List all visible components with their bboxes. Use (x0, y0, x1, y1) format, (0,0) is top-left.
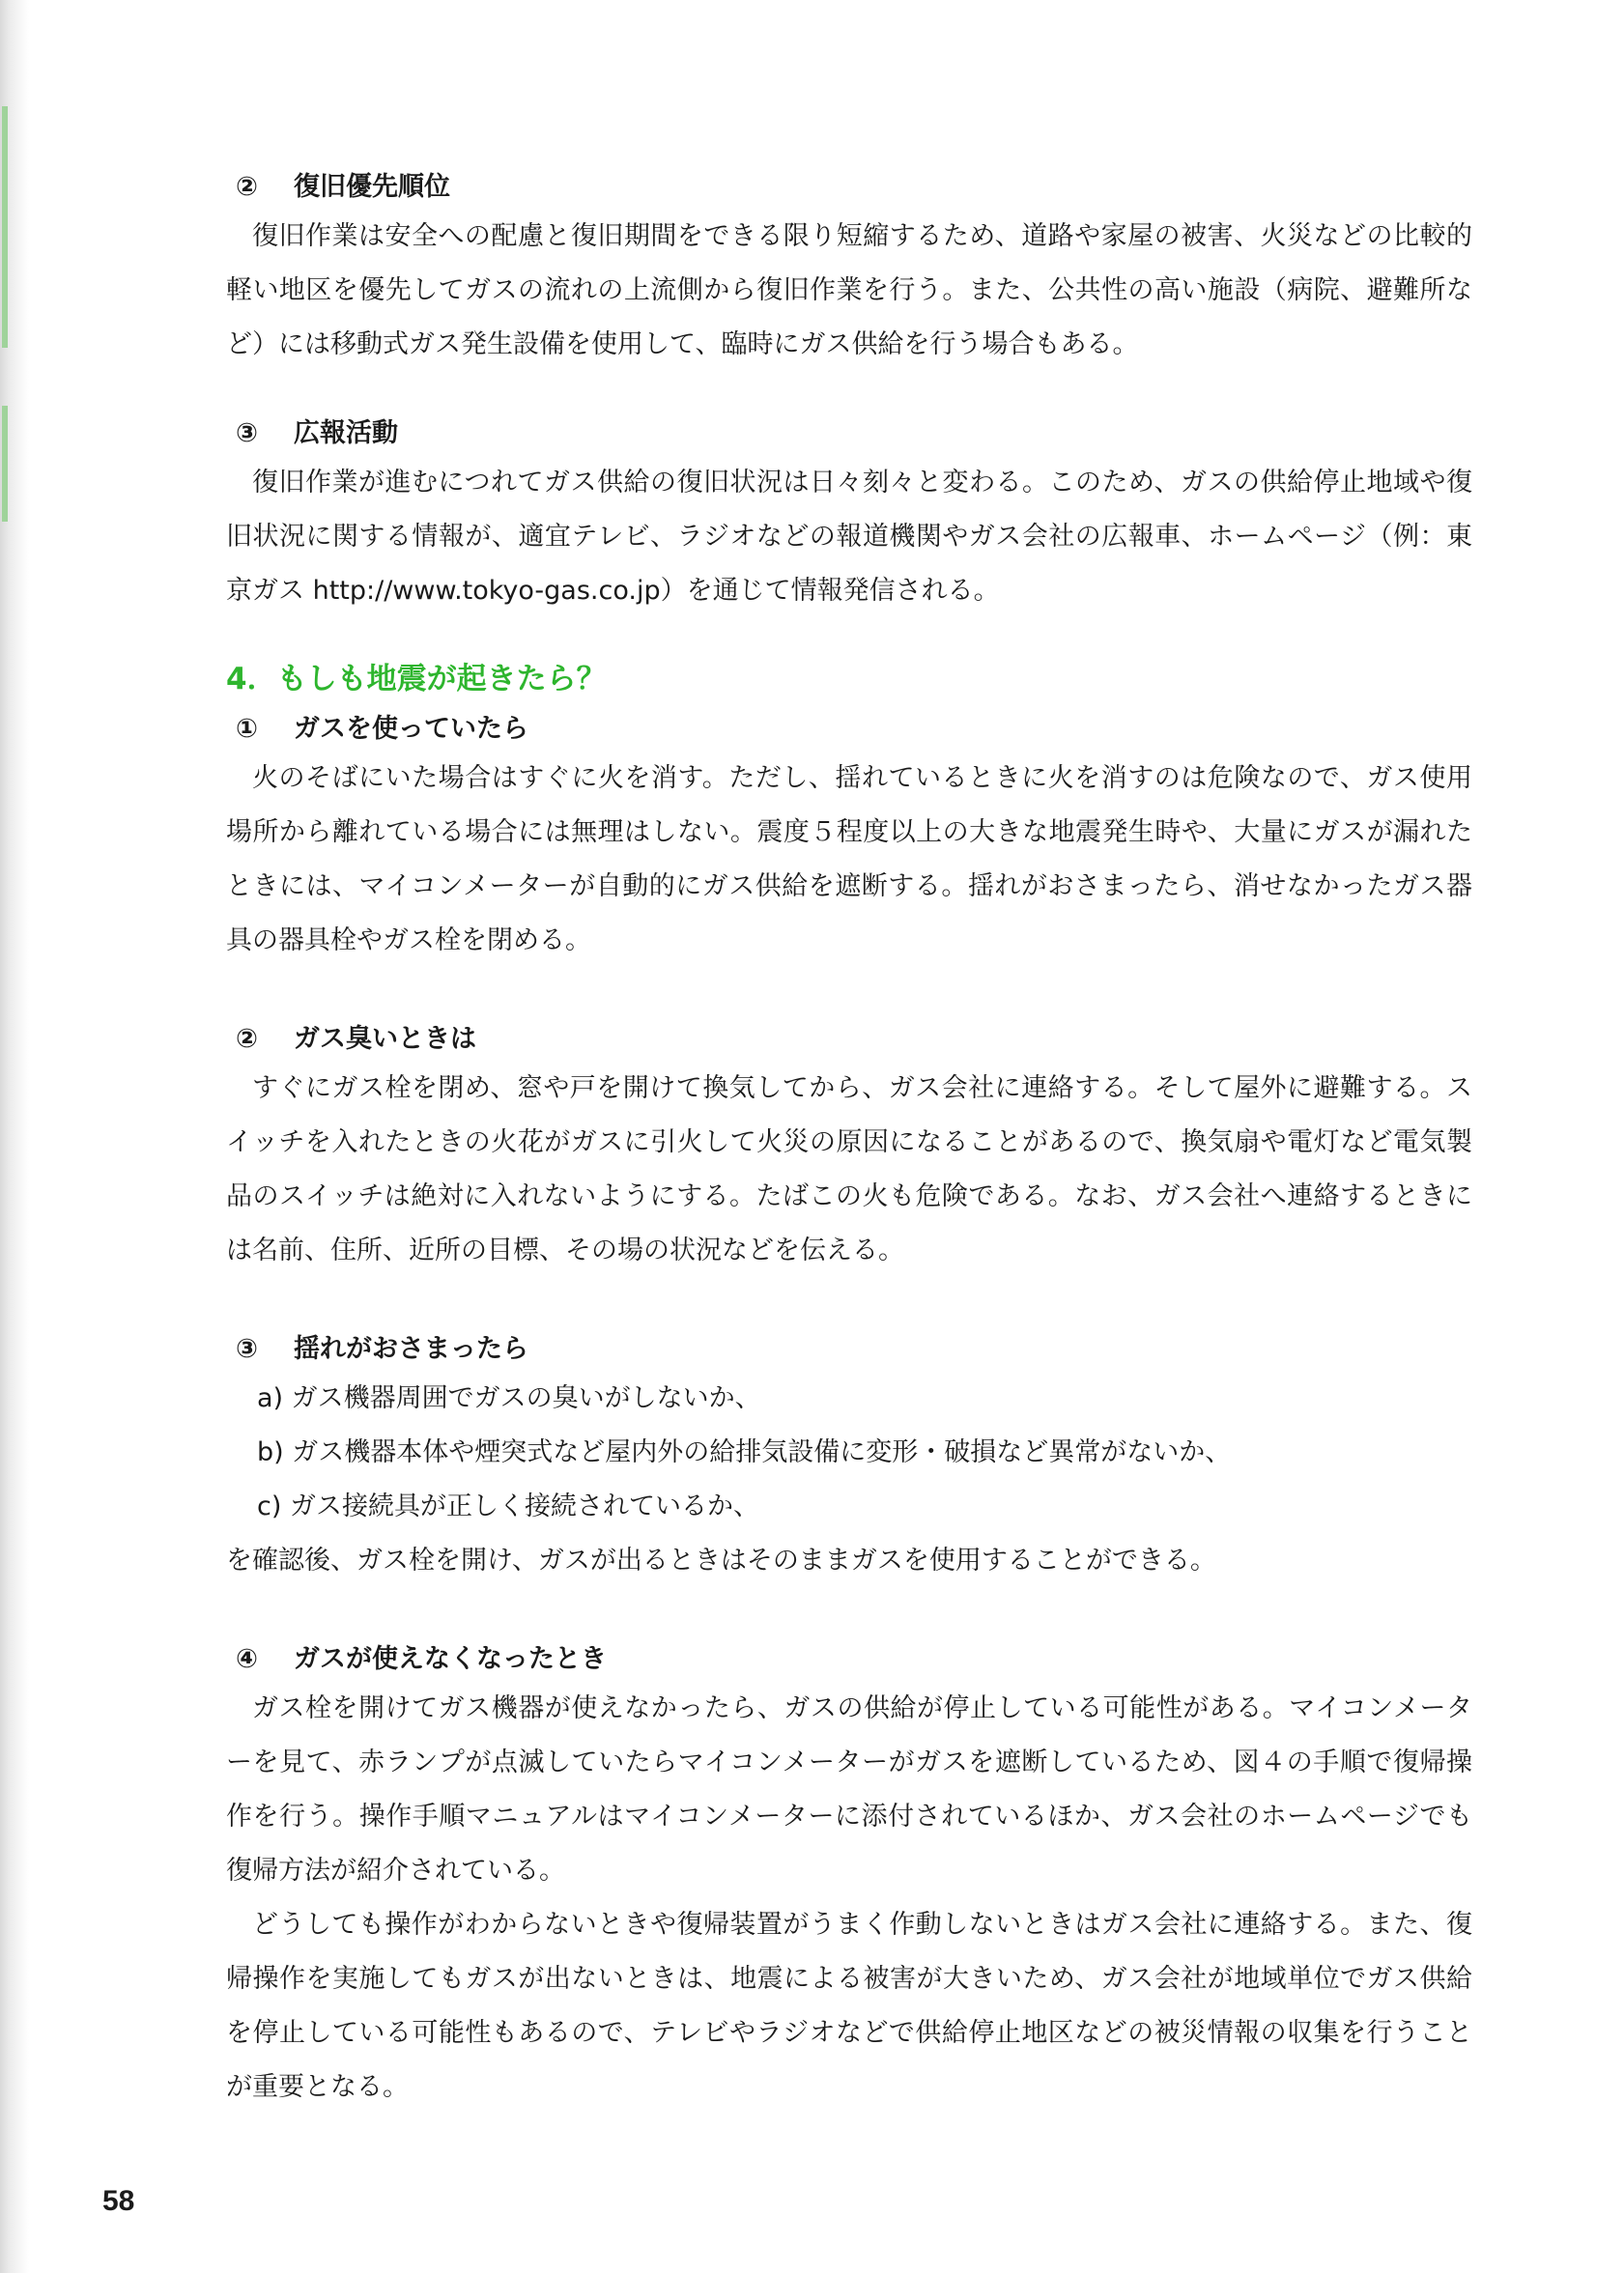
subsection-heading (226, 174, 1472, 200)
heading-number: ④ (236, 1644, 258, 1674)
heading-title: ガスを使っていたら (294, 714, 528, 744)
checklist (226, 1372, 1472, 1534)
paragraph: 火のそばにいた場合はすぐに火を消す。ただし、揺れているときに火を消すのは危険なので、ガス使用場所から離れている場合には無理はしない。震度５程度以上の大きな地震発生時や、大量にガスが漏れたときには、マイコンメーターが自動的にガス供給を遮断する。揺れがおさまったら、消せなかったガス器具の器具栓やガス栓を閉める。 (226, 763, 1472, 955)
paragraph: ガス栓を開けてガス機器が使えなかったら、ガスの供給が停止している可能性がある。マイコンメーターを見て、赤ランプが点滅していたらマイコンメーターがガスを遮断しているため、図４の手順で復帰操作を行う。操作手順マニュアルはマイコンメーターに添付されているほか、ガス会社のホームページでも復帰方法が紹介されている。 (226, 1693, 1472, 1886)
heading-title: ガス臭いときは (294, 1024, 476, 1054)
document-body (226, 162, 1472, 2115)
paragraph: を確認後、ガス栓を開け、ガスが出るときはそのままガスを使用することができる。 (226, 1546, 1216, 1576)
page-number: 58 (102, 2185, 135, 2217)
subsection-public-relations (226, 420, 1472, 618)
subsection-heading (226, 1026, 1472, 1052)
list-item: b) ガス機器本体や煙突式など屋内外の給排気設備に変形・破損など異常がないか、 (257, 1437, 1232, 1467)
paragraph: どうしても操作がわからないときや復帰装置がうまく作動しないときはガス会社に連絡する。また、復帰操作を実施してもガスが出ないときは、地震による被害が大きいため、ガス会社が地域単位でガス供給を停止している可能性もあるので、テレビやラジオなどで供給停止地区などの被災情報の収集を行うことが重要となる。 (226, 1910, 1472, 2102)
section-earthquake (226, 662, 1472, 2115)
list-item: a) ガス機器周囲でガスの臭いがしないか、 (257, 1383, 761, 1413)
heading-title: 揺れがおさまったら (294, 1334, 528, 1364)
heading-title: 復旧優先順位 (294, 172, 450, 202)
list-item: c) ガス接続具が正しく接続されているか、 (257, 1492, 759, 1521)
subsection-heading (226, 1336, 1472, 1362)
subsection-after-shaking (226, 1336, 1472, 1588)
heading-number: ③ (236, 418, 258, 448)
heading-number: ③ (236, 1334, 258, 1364)
subsection-using-gas (226, 716, 1472, 968)
paragraph: 復旧作業は安全への配慮と復旧期間をできる限り短縮するため、道路や家屋の被害、火災などの比較的軽い地区を優先してガスの流れの上流側から復旧作業を行う。また、公共性の高い施設（病院、避難所など）には移動式ガス発生設備を使用して、臨時にガス供給を行う場合もある。 (226, 221, 1472, 359)
green-side-bar-top (2, 106, 8, 348)
heading-number: ② (236, 172, 258, 202)
heading-title: 広報活動 (294, 418, 398, 448)
heading-number: ① (236, 714, 258, 744)
subsection-heading (226, 1646, 1472, 1672)
section-title: 4．もしも地震が起きたら？ (226, 662, 607, 696)
subsection-gas-smell (226, 1026, 1472, 1278)
subsection-heading (226, 420, 1472, 446)
green-side-bar-bottom (2, 406, 8, 522)
heading-title: ガスが使えなくなったとき (294, 1644, 607, 1674)
subsection-recovery-priority (226, 174, 1472, 372)
heading-number: ② (236, 1024, 258, 1054)
paragraph: すぐにガス栓を閉め、窓や戸を開けて換気してから、ガス会社に連絡する。そして屋外に避難する。スイッチを入れたときの火花がガスに引火して火災の原因になることがあるので、換気扇や電灯など電気製品のスイッチは絶対に入れないようにする。たばこの火も危険である。なお、ガス会社へ連絡するときには名前、住所、近所の目標、その場の状況などを伝える。 (226, 1073, 1472, 1265)
paragraph: 復旧作業が進むにつれてガス供給の復旧状況は日々刻々と変わる。このため、ガスの供給停止地域や復旧状況に関する情報が、適宜テレビ、ラジオなどの報道機関やガス会社の広報車、ホームページ（例：東京ガス http://www.tokyo-gas.co.jp）を通じて情報発信される。 (226, 468, 1472, 606)
subsection-gas-unavailable (226, 1646, 1472, 2115)
subsection-heading (226, 716, 1472, 742)
